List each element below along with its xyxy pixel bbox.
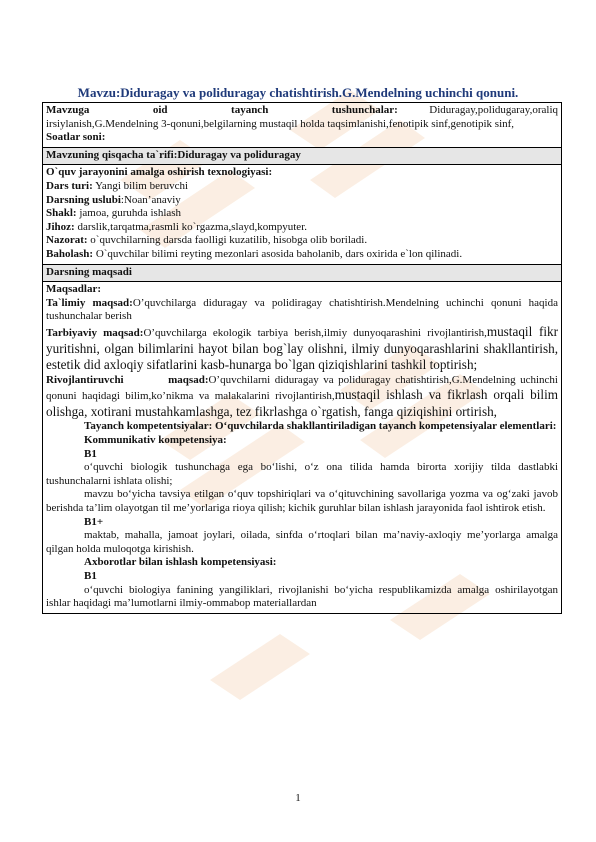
technology-heading: O`quv jarayonini amalga oshirish texnologiyasi: <box>46 166 273 179</box>
list-item <box>46 221 558 235</box>
competencies-heading: Tayanch kompetentsiyalar: O‘quvchilarda shakllantiriladigan tayanch kompetensiyalar elementlari: <box>84 420 557 433</box>
item-value: darslik,tarqatma,rasmli ko`rgazma,slayd,kompyuter. <box>74 220 307 233</box>
level-b1: B1 <box>84 570 97 582</box>
item-key: Baholash: <box>46 247 94 260</box>
educational-goal-label: Ta`limiy maqsad: <box>46 296 133 309</box>
list-item <box>46 234 558 248</box>
item-key: Nazorat: <box>46 234 88 247</box>
key-concepts-text: Diduragay,polidugaray,oraliq irsiylanish,G.Mendelning 3-qonuni,belgilarning mustaqil holda taqsimlanishi,fenotipik sinf,genotipik sinf, <box>46 104 558 130</box>
item-key: Shakl: <box>46 207 77 220</box>
level-b1-plus: B1+ <box>84 515 104 528</box>
lesson-goal-label: Darsning maqsadi <box>46 265 132 278</box>
list-item <box>46 248 558 262</box>
list-item <box>46 207 558 221</box>
educational-goal-text: O’quvchilarga diduragay va polidiragay chatishtirish.Mendelning uchinchi qonuni haqida tushunchalar berish <box>46 296 558 323</box>
upbringing-goal-text-large: mustaqil fikr yuritishni, olgan bilimlarini hayot bilan bog`lay olishni, ilmiy dunyoqarashlarini shakllantirish, estetik did axloqiy sifatlarini kasb-hunarga bo`lgan qiziqishlarini tashkil toptirish; <box>46 323 558 373</box>
upbringing-goal <box>46 324 558 374</box>
item-value: :Noan’anaviy <box>120 193 181 206</box>
short-description-label: Mavzuning qisqacha ta`rifi:Diduragay va poliduragay <box>46 148 301 161</box>
educational-goal <box>46 297 558 324</box>
item-value: Yangi bilim beruvchi <box>92 179 189 192</box>
developmental-goal-text: O’quvchilarni diduragay va poliduragay chatishtirish,G.Mendelning uchinchi qonuni haqidagi bilim,ko’nikma va malakalarini rivojlantirish, <box>46 373 558 403</box>
developmental-goal <box>46 374 558 421</box>
key-concepts-label: Mavzuga oid tayanch tushunchalar: <box>46 104 398 116</box>
upbringing-goal-text: O’quvchilarga ekologik tarbiya berish,ilmiy dunyoqarashini rivojlantirish, <box>143 326 487 339</box>
row-key-concepts <box>43 103 561 147</box>
item-key: Darsning uslubi <box>46 193 121 206</box>
item-key: Jihoz: <box>46 220 75 233</box>
row-technology <box>43 164 561 263</box>
lesson-plan-table <box>42 102 562 614</box>
level-b1: B1 <box>84 447 97 460</box>
item-value: o`quvchilarning darsda faolligi kuzatilib, hisobga olib boriladi. <box>87 234 368 247</box>
item-value: jamoa, guruhda ishlash <box>76 207 182 220</box>
upbringing-goal-label: Tarbiyaviy maqsad: <box>46 326 144 339</box>
developmental-goal-label: Rivojlantiruvchi maqsad: <box>46 373 209 386</box>
developmental-goal-text-large: mustaqil ishlash va fikrlash orqali bilim olishga, xotirani mustahkamlashga, tez fikrlashga o`rgatish, fanga qiziqishini ortirish, <box>46 387 558 419</box>
row-goals <box>43 281 561 613</box>
page-title: Mavzu:Diduragay va poliduragay chatishtirish.G.Mendelning uchinchi qonuni. <box>77 85 519 100</box>
item-value: O`quvchilar bilimi reyting mezonlari asosida baholanib, dars oxirida e`lon qilinadi. <box>93 247 463 260</box>
goals-heading: Maqsadlar: <box>46 283 101 296</box>
paragraph: mavzu bo‘yicha tavsiya etilgan o‘quv topshiriqlari va o‘qituvchining savollariga yozma va og‘zaki javob berishda ta’lim olayotgan til me’yorlariga rioya qilish; kichik guruhlar bilan ishlash jarayonida faol ishtirok etish. <box>46 488 558 515</box>
information-heading: Axborotlar bilan ishlash kompetensiyasi: <box>84 556 277 569</box>
paragraph: maktab, mahalla, jamoat joylari, oilada, sinfda o‘rtoqlari bilan ma’naviy-axloqiy me’yorlarga amalga qilgan holda muloqotga kirishish. <box>46 529 558 555</box>
paragraph: o‘quvchi biologik tushunchaga ega bo‘lishi, o‘z ona tilida hamda birorta xorijiy tilda dastlabki tushunchalarni ishlata olishi; <box>46 461 558 487</box>
list-item <box>46 194 558 208</box>
item-key: Dars turi: <box>46 179 93 192</box>
row-short-description <box>43 147 561 165</box>
paragraph: o‘quvchi biologiya fanining yangiliklari, rivojlanishi bo‘yicha respublikamizda amalga oshirilayotgan ishlar haqidagi ma’lumotlarni ilmiy-ommabop materiallardan <box>46 583 558 610</box>
communicative-heading: Kommunikativ kompetensiya: <box>84 434 227 447</box>
page-number: 1 <box>295 792 301 804</box>
list-item <box>46 180 558 194</box>
row-lesson-goal <box>43 264 561 282</box>
hours-label: Soatlar soni: <box>46 131 106 144</box>
